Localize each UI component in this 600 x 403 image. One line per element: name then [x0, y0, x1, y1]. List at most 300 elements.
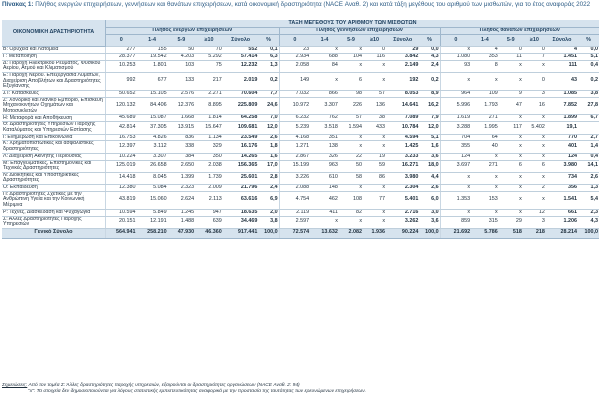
value-cell: 4: [471, 47, 499, 54]
grand-total-row: [2, 228, 599, 238]
table-row: [2, 216, 599, 228]
value-cell: 355: [440, 141, 471, 153]
value-cell: 12.380: [106, 184, 137, 191]
total-cell: 1.425: [386, 141, 419, 153]
total-cell: 770: [546, 134, 578, 141]
value-cell: 1.399: [168, 172, 196, 184]
percent-cell: 6,0: [419, 191, 440, 209]
activity-cell: Ε: Παροχή Νερού. Επεξεργασία Λυμάτων, Διαχείριση Αποβλήτων και Δραστηριότητες Εξυγίανσης: [2, 73, 106, 91]
value-cell: 6.232: [279, 115, 310, 122]
total-cell: 3.980: [546, 160, 578, 172]
table-row: [2, 153, 599, 160]
total-cell: 3.233: [386, 153, 419, 160]
value-cell: 13.915: [168, 122, 196, 134]
value-cell: x: [440, 73, 471, 91]
value-cell: 2.576: [168, 90, 196, 97]
value-cell: 964: [440, 90, 471, 97]
total-cell: 18.635: [223, 209, 259, 216]
value-cell: 155: [137, 47, 168, 54]
value-cell: 3.288: [440, 122, 471, 134]
value-cell: 124: [440, 153, 471, 160]
column-header: %: [578, 35, 599, 47]
percent-cell: 2,8: [258, 172, 279, 184]
value-cell: x: [523, 134, 546, 141]
table-row: [2, 53, 599, 60]
grand-total-cell: 518: [499, 228, 523, 238]
activity-header: ΟΙΚΟΝΟΜΙΚΗ ΔΡΑΣΤΗΡΙΟΤΗΤΑ: [2, 20, 106, 47]
value-cell: 8.045: [137, 172, 168, 184]
value-cell: x: [339, 47, 363, 54]
table-row: [2, 115, 599, 122]
value-cell: x: [363, 134, 386, 141]
grand-total-cell: 47.930: [168, 228, 196, 238]
column-header: 5-9: [339, 35, 363, 47]
total-cell: 2.304: [386, 184, 419, 191]
value-cell: 2.113: [195, 191, 223, 209]
value-cell: 2.867: [279, 153, 310, 160]
column-header: 0: [440, 35, 471, 47]
value-cell: 9: [499, 90, 523, 97]
value-cell: 93: [440, 60, 471, 72]
total-cell: 1.541: [546, 191, 578, 209]
percent-cell: 0,0: [578, 47, 599, 54]
value-cell: 12.376: [168, 97, 196, 115]
table-row: [2, 134, 599, 141]
value-cell: 12.191: [137, 216, 168, 228]
size-class-header: ΤΑΞΗ ΜΕΓΕΘΟΥΣ ΤΟΥ ΑΡΙΘΜΟΥ ΤΩΝ ΜΙΣΘΩΤΩΝ: [106, 20, 600, 28]
value-cell: 15.060: [137, 191, 168, 209]
value-cell: 42.814: [106, 122, 137, 134]
value-cell: 47: [499, 97, 523, 115]
percent-cell: 18,0: [419, 160, 440, 172]
grand-total-cell: 21.692: [440, 228, 471, 238]
value-cell: 1.488: [168, 216, 196, 228]
value-cell: x: [499, 153, 523, 160]
total-cell: 64.258: [223, 115, 259, 122]
column-header: ≥10: [195, 35, 223, 47]
value-cell: 2.009: [195, 184, 223, 191]
percent-cell: 12,0: [419, 122, 440, 134]
percent-cell: 16,2: [419, 97, 440, 115]
value-cell: 8.895: [195, 97, 223, 115]
value-cell: 109: [471, 90, 499, 97]
table-caption: Πλήθος ενεργών επιχειρήσεων, γεννήσεων και θανάτων επιχειρήσεων, κατά οικονομική δραστηριότητα (NACE Αναθ. 2) και κατά τάξη μεγέθους του αριθμού των μισθωτών, για το έτος αναφοράς 2022: [35, 1, 591, 8]
value-cell: x: [440, 47, 471, 54]
value-cell: 16.753: [106, 134, 137, 141]
percent-cell: 2,6: [258, 134, 279, 141]
total-cell: 10.784: [386, 122, 419, 134]
value-cell: 3.307: [137, 153, 168, 160]
percent-cell: 0,2: [419, 73, 440, 91]
total-cell: 43: [546, 73, 578, 91]
value-cell: x: [499, 191, 523, 209]
total-cell: 19,1: [546, 122, 578, 134]
value-cell: 2.038: [195, 160, 223, 172]
percent-cell: 2,6: [419, 184, 440, 191]
total-cell: 109.681: [223, 122, 259, 134]
total-cell: 29: [386, 47, 419, 54]
table-row: [2, 191, 599, 209]
value-cell: 149: [279, 73, 310, 91]
value-cell: x: [310, 216, 339, 228]
value-cell: x: [440, 184, 471, 191]
table-row: [2, 160, 599, 172]
value-cell: x: [363, 184, 386, 191]
column-header: 1-4: [137, 35, 168, 47]
value-cell: 40: [471, 141, 499, 153]
table-row: [2, 97, 599, 115]
value-cell: 57: [339, 115, 363, 122]
notes-label: Σημειώσεις:: [2, 383, 28, 388]
percent-cell: 4,3: [578, 216, 599, 228]
value-cell: 5.239: [279, 122, 310, 134]
value-cell: 15.087: [137, 115, 168, 122]
value-cell: 64: [471, 134, 499, 141]
grand-total-cell: 5.786: [471, 228, 499, 238]
value-cell: 350: [195, 153, 223, 160]
value-cell: 84: [310, 60, 339, 72]
table-body: [2, 47, 599, 239]
value-cell: 10.253: [106, 60, 137, 72]
total-cell: 111: [546, 60, 578, 72]
value-cell: 15.105: [137, 90, 168, 97]
total-cell: 12.232: [223, 60, 259, 72]
value-cell: 2.650: [168, 160, 196, 172]
grand-total-cell: 90.224: [386, 228, 419, 238]
grand-total-cell: 1.936: [363, 228, 386, 238]
value-cell: 2.624: [168, 191, 196, 209]
value-cell: 329: [195, 141, 223, 153]
value-cell: 5.849: [137, 209, 168, 216]
value-cell: x: [339, 134, 363, 141]
total-cell: 3.842: [386, 53, 419, 60]
value-cell: 2.058: [279, 60, 310, 72]
percent-cell: 2,3: [578, 209, 599, 216]
value-cell: x: [523, 60, 546, 72]
value-cell: 2.323: [168, 184, 196, 191]
column-header: Σύνολο: [223, 35, 259, 47]
value-cell: 3.112: [137, 141, 168, 153]
activity-cell: Γ: Μεταποίηση: [2, 53, 106, 60]
percent-cell: 1,6: [258, 153, 279, 160]
value-cell: 1.080: [440, 53, 471, 60]
grand-total-cell: 100,0: [578, 228, 599, 238]
total-cell: 1.451: [546, 53, 578, 60]
value-cell: x: [363, 141, 386, 153]
value-cell: 50: [339, 160, 363, 172]
value-cell: 271: [471, 115, 499, 122]
value-cell: 58: [339, 172, 363, 184]
value-cell: 610: [310, 172, 339, 184]
total-cell: 2.149: [386, 60, 419, 72]
grand-total-cell: 13.632: [310, 228, 339, 238]
percent-cell: 4,4: [419, 172, 440, 184]
value-cell: 3: [523, 90, 546, 97]
total-cell: 2.716: [386, 209, 419, 216]
column-header: 0: [279, 35, 310, 47]
value-cell: 14.418: [106, 172, 137, 184]
percent-cell: 12,0: [258, 122, 279, 134]
value-cell: 5.084: [137, 184, 168, 191]
value-cell: 315: [471, 216, 499, 228]
value-cell: 5.996: [440, 97, 471, 115]
grand-total-cell: 46.360: [195, 228, 223, 238]
notes-text-1: Από τον τομέα Σ: Άλλες δραστηριότητες παροχής υπηρεσιών, εξαιρούνται οι δραστηριότητες οργανώσεων (NACE Αναθ. 2: 94): [28, 383, 300, 388]
value-cell: 120.132: [106, 97, 137, 115]
total-cell: 3.262: [386, 216, 419, 228]
total-cell: 8.053: [386, 90, 419, 97]
value-cell: x: [471, 209, 499, 216]
value-cell: 353: [471, 53, 499, 60]
value-cell: 0: [523, 47, 546, 54]
value-cell: x: [523, 172, 546, 184]
grand-total-cell: 258.210: [137, 228, 168, 238]
column-header: 1-4: [471, 35, 499, 47]
percent-cell: 1,4: [578, 141, 599, 153]
value-cell: x: [499, 184, 523, 191]
value-cell: 103: [168, 60, 196, 72]
grand-total-cell: 100,0: [258, 228, 279, 238]
value-cell: 1.739: [195, 172, 223, 184]
value-cell: 7: [523, 53, 546, 60]
value-cell: 1.793: [471, 97, 499, 115]
value-cell: 138: [310, 141, 339, 153]
value-cell: 7.032: [279, 90, 310, 97]
percent-cell: 2,4: [419, 60, 440, 72]
value-cell: 20.151: [106, 216, 137, 228]
grand-total-cell: 564.941: [106, 228, 137, 238]
value-cell: 133: [168, 73, 196, 91]
value-cell: x: [363, 60, 386, 72]
table-row: [2, 184, 599, 191]
percent-cell: 3,8: [258, 216, 279, 228]
value-cell: 10.972: [279, 97, 310, 115]
value-cell: 12: [523, 209, 546, 216]
grand-total-cell: 917.441: [223, 228, 259, 238]
value-cell: 704: [440, 134, 471, 141]
table-row: [2, 122, 599, 134]
value-cell: 217: [195, 73, 223, 91]
value-cell: 963: [310, 160, 339, 172]
table-number: Πίνακας 1:: [2, 1, 34, 8]
percent-cell: 5,1: [578, 53, 599, 60]
percent-cell: 7,9: [419, 115, 440, 122]
total-cell: 661: [546, 209, 578, 216]
total-cell: 225.809: [223, 97, 259, 115]
percent-cell: 0,0: [419, 47, 440, 54]
value-cell: 19.542: [137, 53, 168, 60]
column-header: ≥10: [523, 35, 546, 47]
column-header: 1-4: [310, 35, 339, 47]
value-cell: 411: [310, 209, 339, 216]
deaths-header: Πλήθος θανάτων επιχειρήσεων: [440, 28, 599, 35]
value-cell: 12.397: [106, 141, 137, 153]
activity-cell: B: Ορυχεία και Λατομεία: [2, 47, 106, 54]
total-cell: 124: [546, 153, 578, 160]
column-header: %: [258, 35, 279, 47]
total-cell: 63.616: [223, 191, 259, 209]
value-cell: 6: [523, 160, 546, 172]
value-cell: 462: [310, 191, 339, 209]
births-header: Πλήθος γεννήσεων επιχειρήσεων: [279, 28, 440, 35]
value-cell: x: [310, 47, 339, 54]
activity-cell: Ζ: Χονδρικό και Λιανικό Εμπόριο, Επισκευή Μηχανοκινήτων Οχημάτων και Μοτοσυκλετών: [2, 97, 106, 115]
value-cell: 77: [363, 191, 386, 209]
value-cell: 8: [471, 60, 499, 72]
value-cell: 226: [339, 97, 363, 115]
table-row: [2, 90, 599, 97]
value-cell: 351: [310, 134, 339, 141]
percent-cell: 4,3: [419, 53, 440, 60]
column-header: ≥10: [363, 35, 386, 47]
value-cell: 11: [499, 53, 523, 60]
value-cell: 1.619: [440, 115, 471, 122]
column-header: %: [419, 35, 440, 47]
table-row: [2, 73, 599, 91]
value-cell: 0: [499, 47, 523, 54]
value-cell: 59: [363, 160, 386, 172]
percent-cell: 0,4: [578, 60, 599, 72]
activity-cell: Μ: Επαγγελματικές, Επιστημονικές και Τεχνικές Δραστηριότητες: [2, 160, 106, 172]
value-cell: x: [339, 216, 363, 228]
value-cell: 4.754: [279, 191, 310, 209]
percent-cell: 3,6: [419, 153, 440, 160]
value-cell: 136: [363, 97, 386, 115]
value-cell: x: [499, 60, 523, 72]
notes: [2, 383, 598, 395]
activity-cell: Ρ: Τέχνες, Διασκέδαση και Ψυχαγωγία: [2, 209, 106, 216]
value-cell: x: [499, 209, 523, 216]
value-cell: 6: [339, 73, 363, 91]
percent-cell: 24,6: [258, 97, 279, 115]
column-header: 5-9: [499, 35, 523, 47]
value-cell: 117: [499, 122, 523, 134]
column-header: 0: [106, 35, 137, 47]
value-cell: 23: [279, 47, 310, 54]
value-cell: x: [499, 172, 523, 184]
value-cell: 947: [195, 209, 223, 216]
percent-cell: 5,1: [419, 134, 440, 141]
value-cell: 1.353: [440, 191, 471, 209]
total-cell: 1.085: [546, 90, 578, 97]
value-cell: 4.168: [279, 134, 310, 141]
percent-cell: 0,2: [578, 73, 599, 91]
value-cell: x: [499, 73, 523, 91]
value-cell: x: [499, 115, 523, 122]
value-cell: 992: [106, 73, 137, 91]
value-cell: 125.019: [106, 160, 137, 172]
percent-cell: 6,7: [578, 115, 599, 122]
value-cell: x: [310, 73, 339, 91]
value-cell: 70: [195, 47, 223, 54]
value-cell: 0: [523, 73, 546, 91]
value-cell: 4.826: [137, 134, 168, 141]
value-cell: 43.819: [106, 191, 137, 209]
value-cell: 688: [310, 53, 339, 60]
total-cell: 16.271: [386, 160, 419, 172]
total-cell: 1.899: [546, 115, 578, 122]
grand-total-cell: 218: [523, 228, 546, 238]
value-cell: 677: [137, 73, 168, 91]
value-cell: 1.995: [471, 122, 499, 134]
percent-cell: 14,1: [578, 160, 599, 172]
total-cell: 2.019: [223, 73, 259, 91]
value-cell: 3.226: [279, 172, 310, 184]
total-cell: 4.594: [386, 134, 419, 141]
total-cell: 14.265: [223, 153, 259, 160]
value-cell: x: [339, 184, 363, 191]
grand-total-cell: 72.574: [279, 228, 310, 238]
activity-cell: Ι: Ενημέρωση και Επικοινωνία: [2, 134, 106, 141]
activity-cell: Θ: Δραστηριότητες Υπηρεσιών Παροχής Καταλύματος και Υπηρεσιών Εστίασης: [2, 122, 106, 134]
value-cell: 277: [106, 47, 137, 54]
value-cell: 6: [499, 160, 523, 172]
total-cell: 1.206: [546, 216, 578, 228]
total-cell: 7.089: [386, 115, 419, 122]
value-cell: 108: [339, 191, 363, 209]
value-cell: 57: [363, 90, 386, 97]
value-cell: 2.119: [279, 209, 310, 216]
value-cell: 1.134: [195, 134, 223, 141]
total-cell: 156.365: [223, 160, 259, 172]
percent-cell: 1,6: [419, 141, 440, 153]
total-cell: 734: [546, 172, 578, 184]
percent-cell: 1,3: [578, 184, 599, 191]
value-cell: 384: [168, 153, 196, 160]
value-cell: 859: [440, 216, 471, 228]
value-cell: 10.594: [106, 209, 137, 216]
total-cell: 16.176: [223, 141, 259, 153]
value-cell: 22: [339, 153, 363, 160]
value-cell: 2.088: [279, 184, 310, 191]
value-cell: 16: [523, 97, 546, 115]
percent-cell: 0,1: [258, 47, 279, 54]
value-cell: x: [363, 209, 386, 216]
percent-cell: 1,8: [258, 141, 279, 153]
value-cell: 271: [471, 160, 499, 172]
value-cell: 1.271: [279, 141, 310, 153]
total-cell: 356: [546, 184, 578, 191]
value-cell: x: [363, 216, 386, 228]
total-cell: 4: [546, 47, 578, 54]
percent-cell: 8,9: [419, 90, 440, 97]
activity-cell: Η: Μεταφορά και Αποθήκευση: [2, 115, 106, 122]
percent-cell: 7,7: [258, 90, 279, 97]
table-title: [2, 1, 598, 8]
value-cell: x: [523, 191, 546, 209]
total-cell: 23.549: [223, 134, 259, 141]
column-header: Σύνολο: [386, 35, 419, 47]
value-cell: 38: [363, 115, 386, 122]
value-cell: 3: [523, 216, 546, 228]
value-cell: 26.658: [137, 160, 168, 172]
notes-line-2: "x": Τα στοιχεία δεν δημοσιοποιούνται για λόγους στατιστικής εμπιστευτικότητας αναφορικά με την προστασία της ταυτότητας των ερευνώμενων επιχειρήσεων.: [28, 389, 367, 394]
total-cell: 14.641: [386, 97, 419, 115]
grand-total-cell: 28.214: [546, 228, 578, 238]
grand-total-cell: 2.082: [339, 228, 363, 238]
value-cell: 2: [523, 184, 546, 191]
value-cell: 153: [471, 191, 499, 209]
value-cell: 326: [310, 153, 339, 160]
table-row: [2, 172, 599, 184]
value-cell: 19: [363, 153, 386, 160]
value-cell: 148: [310, 184, 339, 191]
grand-total-label: Γενικό Σύνολο: [2, 228, 106, 238]
value-cell: x: [363, 73, 386, 91]
table-row: [2, 47, 599, 54]
value-cell: 82: [339, 209, 363, 216]
value-cell: 15.647: [195, 122, 223, 134]
